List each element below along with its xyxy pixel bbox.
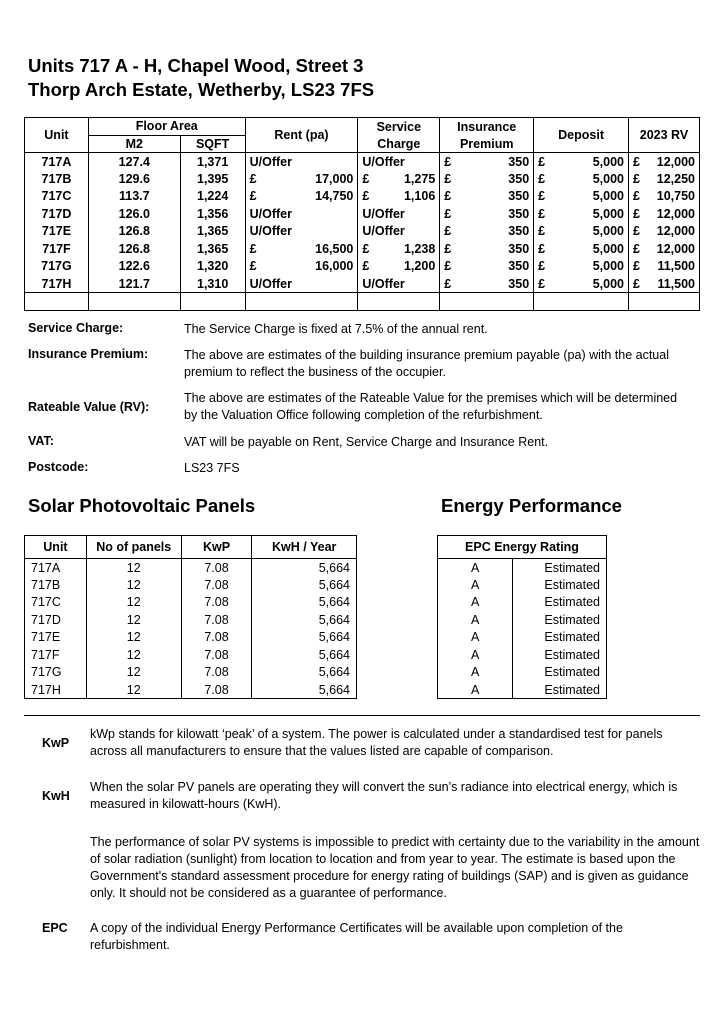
solar-kwh-cell: 5,664	[252, 611, 357, 629]
table-row	[25, 594, 357, 612]
rv-value: 12,250	[656, 171, 695, 186]
currency-symbol: £	[538, 276, 546, 291]
solar-unit-cell: 717E	[25, 629, 87, 647]
currency-symbol: £	[538, 189, 546, 204]
solar-header-panels: No of panels	[86, 536, 181, 559]
currency-symbol: £	[632, 189, 640, 204]
insurance-value: 350	[508, 241, 530, 256]
vat-label: VAT:	[28, 434, 54, 448]
solar-kwh-cell: 5,664	[252, 629, 357, 647]
rent-cell: U/Offer	[245, 275, 358, 293]
sqft-cell: 1,365	[180, 240, 245, 258]
solar-kwh-cell: 5,664	[252, 559, 357, 577]
table-row	[438, 664, 607, 682]
solar-unit-cell: 717A	[25, 559, 87, 577]
unit-cell: 717C	[25, 188, 89, 206]
currency-symbol: £	[632, 241, 640, 256]
solar-kwp-cell: 7.08	[181, 664, 252, 682]
rent-value: 16,500	[315, 241, 354, 256]
table-row	[25, 629, 357, 647]
epc-status-cell: Estimated	[513, 559, 607, 577]
m2-cell: 113.7	[88, 188, 180, 206]
table-row	[25, 240, 700, 258]
solar-kwh-cell: 5,664	[252, 576, 357, 594]
epc-status-cell: Estimated	[513, 611, 607, 629]
currency-symbol: £	[444, 259, 452, 274]
header-insurance-2: Premium	[440, 135, 534, 153]
currency-symbol: £	[632, 171, 640, 186]
epc-rating-cell: A	[438, 681, 513, 699]
header-unit: Unit	[25, 118, 89, 153]
solar-kwh-cell: 5,664	[252, 681, 357, 699]
table-row	[25, 664, 357, 682]
rv-value: 12,000	[656, 241, 695, 256]
blank-cell	[245, 293, 358, 311]
currency-symbol: £	[249, 241, 257, 256]
header-service-1: Service	[358, 118, 440, 136]
postcode-text: LS23 7FS	[184, 461, 240, 475]
m2-cell: 126.8	[88, 240, 180, 258]
currency-symbol: £	[538, 154, 546, 169]
service-value: 1,275	[403, 171, 436, 186]
deposit-value: 5,000	[592, 259, 624, 274]
m2-cell: 127.4	[88, 153, 180, 171]
service-cell: U/Offer	[358, 153, 440, 171]
service-value: 1,238	[403, 241, 436, 256]
units-table	[24, 117, 700, 311]
rv-value: 11,500	[657, 276, 695, 291]
epc-header: EPC Energy Rating	[438, 536, 607, 559]
currency-symbol: £	[444, 206, 452, 221]
deposit-cell	[534, 258, 629, 276]
vat-text: VAT will be payable on Rent, Service Charge and Insurance Rent.	[184, 435, 549, 449]
solar-panels-cell: 12	[86, 646, 181, 664]
rent-cell: U/Offer	[245, 223, 358, 241]
solar-panels-cell: 12	[86, 594, 181, 612]
epc-rating-cell: A	[438, 629, 513, 647]
currency-symbol: £	[632, 224, 640, 239]
epc-rating-cell: A	[438, 576, 513, 594]
blank-cell	[628, 293, 699, 311]
m2-cell: 122.6	[88, 258, 180, 276]
solar-unit-cell: 717F	[25, 646, 87, 664]
blank-cell	[88, 293, 180, 311]
insurance-cell	[440, 223, 534, 241]
rent-cell	[245, 258, 358, 276]
insurance-value: 350	[508, 224, 530, 239]
epc-status-cell: Estimated	[513, 576, 607, 594]
solar-table	[24, 535, 357, 699]
unit-cell: 717A	[25, 153, 89, 171]
table-row	[438, 576, 607, 594]
table-row	[25, 611, 357, 629]
kwh-label: KwH	[42, 789, 70, 803]
blank-cell	[440, 293, 534, 311]
rv-value: 12,000	[656, 224, 695, 239]
rv-cell	[628, 223, 699, 241]
solar-kwp-cell: 7.08	[181, 646, 252, 664]
rent-cell	[245, 240, 358, 258]
epc-status-cell: Estimated	[513, 594, 607, 612]
epc-rating-cell: A	[438, 611, 513, 629]
unit-cell: 717H	[25, 275, 89, 293]
header-m2: M2	[88, 135, 180, 153]
unit-cell: 717E	[25, 223, 89, 241]
unit-cell: 717G	[25, 258, 89, 276]
epc-label: EPC	[42, 921, 68, 935]
rv-cell	[628, 275, 699, 293]
insurance-cell	[440, 170, 534, 188]
solar-kwp-cell: 7.08	[181, 559, 252, 577]
currency-symbol: £	[444, 171, 452, 186]
solar-unit-cell: 717G	[25, 664, 87, 682]
blank-cell	[358, 293, 440, 311]
deposit-cell	[534, 170, 629, 188]
currency-symbol: £	[362, 241, 370, 256]
currency-symbol: £	[444, 276, 452, 291]
header-deposit: Deposit	[534, 118, 629, 153]
blank-cell	[534, 293, 629, 311]
service-cell	[358, 188, 440, 206]
insurance-value: 350	[508, 171, 530, 186]
rent-cell: U/Offer	[245, 153, 358, 171]
table-row	[25, 188, 700, 206]
insurance-cell	[440, 275, 534, 293]
sqft-cell: 1,395	[180, 170, 245, 188]
deposit-cell	[534, 188, 629, 206]
epc-table	[437, 535, 607, 699]
service-cell	[358, 258, 440, 276]
insurance-cell	[440, 258, 534, 276]
table-row	[25, 205, 700, 223]
currency-symbol: £	[249, 171, 257, 186]
rv-value: 11,500	[657, 259, 695, 274]
m2-cell: 121.7	[88, 275, 180, 293]
service-cell: U/Offer	[358, 275, 440, 293]
unit-cell: 717F	[25, 240, 89, 258]
insurance-cell	[440, 205, 534, 223]
performance-text: The performance of solar PV systems is impossible to predict with certainty due to the variability in the amount of solar radiation (sunlight) from location to location and from year to year. The estimate is based upon the Government's standard assessment procedure for energy rating of buildings (SAP) and is given as guidance only. It should not be considered as a guarantee of performance.	[90, 835, 700, 900]
table-row	[25, 153, 700, 171]
solar-kwp-cell: 7.08	[181, 629, 252, 647]
header-sqft: SQFT	[180, 135, 245, 153]
rv-cell	[628, 258, 699, 276]
deposit-cell	[534, 240, 629, 258]
kwp-label: KwP	[42, 736, 70, 750]
rv-cell	[628, 153, 699, 171]
title-line-1: Units 717 A - H, Chapel Wood, Street 3	[28, 55, 364, 76]
deposit-value: 5,000	[592, 206, 624, 221]
insurance-value: 350	[508, 189, 530, 204]
epc-status-cell: Estimated	[513, 681, 607, 699]
solar-heading: Solar Photovoltaic Panels	[28, 495, 256, 516]
solar-kwh-cell: 5,664	[252, 664, 357, 682]
table-row	[25, 576, 357, 594]
epc-rating-cell: A	[438, 559, 513, 577]
solar-panels-cell: 12	[86, 629, 181, 647]
m2-cell: 129.6	[88, 170, 180, 188]
currency-symbol: £	[538, 259, 546, 274]
deposit-cell	[534, 275, 629, 293]
solar-panels-cell: 12	[86, 681, 181, 699]
currency-symbol: £	[632, 259, 640, 274]
solar-panels-cell: 12	[86, 611, 181, 629]
header-service-2: Charge	[358, 135, 440, 153]
solar-panels-cell: 12	[86, 559, 181, 577]
epc-status-cell: Estimated	[513, 646, 607, 664]
insurance-value: 350	[508, 259, 530, 274]
epc-status-cell: Estimated	[513, 664, 607, 682]
units-table-body	[25, 153, 700, 311]
header-floor-area: Floor Area	[88, 118, 245, 136]
unit-cell: 717D	[25, 205, 89, 223]
postcode-label: Postcode:	[28, 460, 89, 474]
epc-rating-cell: A	[438, 594, 513, 612]
deposit-value: 5,000	[592, 171, 624, 186]
epc-text: A copy of the individual Energy Performance Certificates will be available upon completion of the refurbishment.	[90, 921, 623, 952]
sqft-cell: 1,365	[180, 223, 245, 241]
deposit-cell	[534, 153, 629, 171]
title-line-2: Thorp Arch Estate, Wetherby, LS23 7FS	[28, 79, 375, 100]
solar-kwh-cell: 5,664	[252, 646, 357, 664]
table-row	[438, 559, 607, 577]
solar-kwp-cell: 7.08	[181, 681, 252, 699]
currency-symbol: £	[632, 276, 640, 291]
table-row	[25, 646, 357, 664]
m2-cell: 126.0	[88, 205, 180, 223]
table-row	[25, 223, 700, 241]
epc-table-body	[438, 559, 607, 699]
solar-kwh-cell: 5,664	[252, 594, 357, 612]
service-charge-text: The Service Charge is fixed at 7.5% of the annual rent.	[184, 322, 488, 336]
solar-unit-cell: 717D	[25, 611, 87, 629]
page-title	[28, 54, 374, 102]
table-row	[25, 275, 700, 293]
rent-cell: U/Offer	[245, 205, 358, 223]
table-row	[25, 559, 357, 577]
epc-status-cell: Estimated	[513, 629, 607, 647]
service-charge-label: Service Charge:	[28, 321, 124, 335]
table-row	[25, 170, 700, 188]
insurance-premium-text: The above are estimates of the building insurance premium payable (pa) with the actual premium to reflect the business of the occupier.	[184, 348, 669, 379]
kwp-text: kWp stands for kilowatt ‘peak’ of a system. The power is calculated under a standardised test for panels across all manufacturers to ensure that the values listed are capable of comparison.	[90, 727, 663, 758]
solar-header-unit: Unit	[25, 536, 87, 559]
epc-rating-cell: A	[438, 646, 513, 664]
solar-unit-cell: 717H	[25, 681, 87, 699]
currency-symbol: £	[249, 259, 257, 274]
epc-rating-cell: A	[438, 664, 513, 682]
rateable-value-label: Rateable Value (RV):	[28, 400, 150, 414]
rent-value: 14,750	[315, 189, 354, 204]
service-cell	[358, 170, 440, 188]
solar-kwp-cell: 7.08	[181, 576, 252, 594]
blank-cell	[180, 293, 245, 311]
solar-panels-cell: 12	[86, 576, 181, 594]
m2-cell: 126.8	[88, 223, 180, 241]
table-row	[25, 681, 357, 699]
insurance-cell	[440, 153, 534, 171]
currency-symbol: £	[362, 189, 370, 204]
currency-symbol: £	[444, 154, 452, 169]
service-cell	[358, 240, 440, 258]
currency-symbol: £	[538, 171, 546, 186]
sqft-cell: 1,371	[180, 153, 245, 171]
table-row	[438, 594, 607, 612]
rent-value: 17,000	[315, 171, 354, 186]
solar-kwp-cell: 7.08	[181, 594, 252, 612]
currency-symbol: £	[362, 171, 370, 186]
blank-cell	[25, 293, 89, 311]
sqft-cell: 1,356	[180, 205, 245, 223]
service-cell: U/Offer	[358, 223, 440, 241]
currency-symbol: £	[632, 206, 640, 221]
currency-symbol: £	[444, 189, 452, 204]
table-row	[438, 646, 607, 664]
deposit-cell	[534, 223, 629, 241]
sqft-cell: 1,320	[180, 258, 245, 276]
rent-cell	[245, 170, 358, 188]
rent-value: 16,000	[315, 259, 354, 274]
deposit-value: 5,000	[592, 189, 624, 204]
rv-cell	[628, 205, 699, 223]
insurance-premium-label: Insurance Premium:	[28, 347, 149, 361]
sqft-cell: 1,310	[180, 275, 245, 293]
divider	[24, 715, 700, 716]
deposit-value: 5,000	[592, 224, 624, 239]
currency-symbol: £	[538, 224, 546, 239]
solar-unit-cell: 717C	[25, 594, 87, 612]
solar-unit-cell: 717B	[25, 576, 87, 594]
currency-symbol: £	[444, 224, 452, 239]
rv-value: 12,000	[656, 206, 695, 221]
insurance-value: 350	[508, 206, 530, 221]
solar-header-kwh: KwH / Year	[252, 536, 357, 559]
header-insurance-1: Insurance	[440, 118, 534, 136]
deposit-value: 5,000	[592, 154, 624, 169]
insurance-cell	[440, 240, 534, 258]
currency-symbol: £	[538, 241, 546, 256]
insurance-value: 350	[508, 154, 530, 169]
blank-row	[25, 293, 700, 311]
deposit-value: 5,000	[592, 241, 624, 256]
kwh-text: When the solar PV panels are operating they will convert the sun’s radiance into electrical energy, which is measured in kilowatt-hours (KwH).	[90, 780, 678, 811]
rv-value: 12,000	[656, 154, 695, 169]
table-row	[438, 629, 607, 647]
table-row	[25, 258, 700, 276]
service-value: 1,106	[403, 189, 436, 204]
solar-header-kwp: KwP	[181, 536, 252, 559]
rateable-value-text: The above are estimates of the Rateable Value for the premises which will be determined by the Valuation Office following completion of the refurbishment.	[184, 391, 678, 422]
currency-symbol: £	[249, 189, 257, 204]
rv-value: 10,750	[656, 189, 695, 204]
currency-symbol: £	[362, 259, 370, 274]
unit-cell: 717B	[25, 170, 89, 188]
insurance-cell	[440, 188, 534, 206]
energy-heading: Energy Performance	[441, 495, 622, 516]
header-rv: 2023 RV	[628, 118, 699, 153]
currency-symbol: £	[632, 154, 640, 169]
header-rent: Rent (pa)	[245, 118, 358, 153]
deposit-value: 5,000	[592, 276, 624, 291]
currency-symbol: £	[538, 206, 546, 221]
rv-cell	[628, 188, 699, 206]
insurance-value: 350	[508, 276, 530, 291]
currency-symbol: £	[444, 241, 452, 256]
solar-kwp-cell: 7.08	[181, 611, 252, 629]
deposit-cell	[534, 205, 629, 223]
service-cell: U/Offer	[358, 205, 440, 223]
rv-cell	[628, 170, 699, 188]
service-value: 1,200	[403, 259, 436, 274]
rv-cell	[628, 240, 699, 258]
solar-table-body	[25, 559, 357, 699]
rent-cell	[245, 188, 358, 206]
solar-panels-cell: 12	[86, 664, 181, 682]
table-row	[438, 611, 607, 629]
sqft-cell: 1,224	[180, 188, 245, 206]
table-row	[438, 681, 607, 699]
